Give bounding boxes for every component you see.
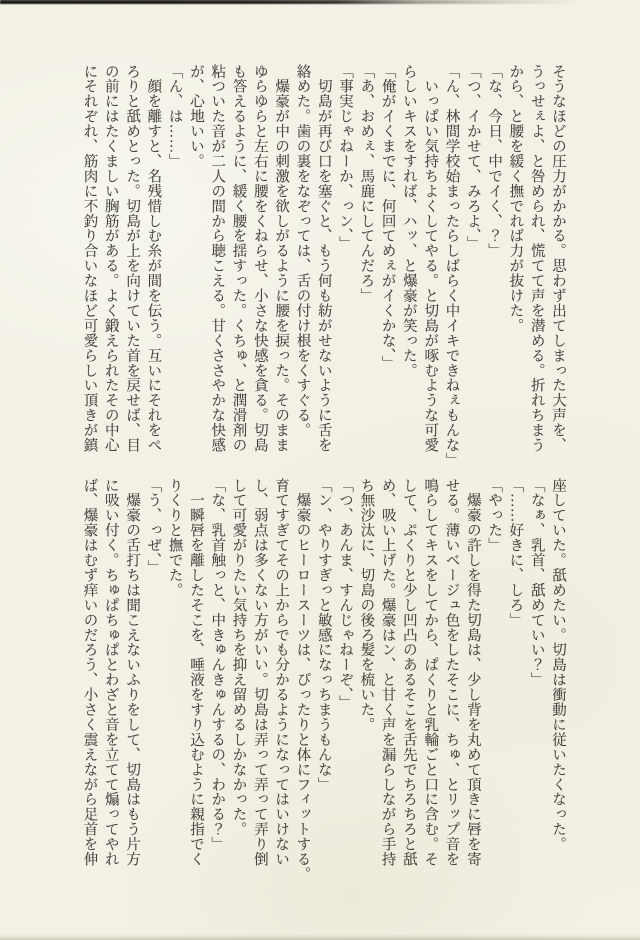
text-column: 「う、っぜ、」 [145,478,162,576]
text-column: も答えるように、緩く腰を揺すった。くちゅ、と潤滑剤の [230,64,247,453]
text-column: ゆらゆらと左右に腰をくねらせ、小さな快感を貪る。切島 [251,64,268,453]
text-column: 一瞬唇を離したそこを、唾液をすり込むように親指でく [187,478,204,867]
text-column: 「なぁ、乳首、舐めていい？」 [528,478,545,688]
text-column: 育てすぎてその上からでも分かるようになってはいけない [273,478,290,867]
text-column: 「つ、あんま、すんじゃねーぞ、」 [337,478,354,710]
text-column: 「ン、やりすぎっと敏感になっちまうもんな」 [315,478,332,792]
text-column: りくりと撫でた。 [166,478,183,598]
text-column: 座していた。舐めたい。切島は衝動に従いたくなった。 [550,478,566,852]
text-column: から、と腰を緩く撫でれば力が抜けた。 [507,64,524,334]
text-column: して可愛がりたい気持ちを抑え留めるしかなかった。 [230,478,247,837]
text-column: 鳴らしてキスをしてから、ぱくりと乳輪ごと口に含む。そ [422,478,439,867]
text-column: ば、爆豪はむず痒いのだろう、小さく震えながら足首を伸 [81,478,98,867]
text-column: が、心地いい。 [187,64,204,169]
text-column: 粘ついた音が二人の間から聴こえる。甘くささやかな快感 [209,64,226,453]
lower-text-block [78,478,568,882]
text-column: 「つ、イかせて、みろよ、」 [464,64,481,252]
text-column: そうなほどの圧力がかかる。思わず出てしまった大声を、 [550,64,566,453]
text-column: 「な、乳首触っと、中きゅんきゅんするの、わかる？」 [209,478,226,852]
text-column: 爆豪が中の刺激を欲しがるように腰を捩った。そのまま [273,64,290,453]
text-column: 爆豪の舌打ちは聞こえないふりをして、切島はもう片方 [124,478,141,867]
scan-edge-top [0,0,580,4]
text-column: 「な、今日、中でイく、？」 [486,64,503,259]
scan-edge-bottom [0,934,640,940]
text-column: いっぱい気持ちよくしてやる。と切島が啄むような可愛 [422,64,439,453]
text-column: 「事実じゃねーか、っン、」 [337,64,354,252]
text-column: 爆豪のヒーロースーツは、ぴったりと体にフィットする。 [294,478,311,882]
text-column: 「やった」 [486,478,503,553]
text-column: らしいキスをすれば、ハッ、と爆豪が笑った。 [400,64,417,378]
text-column: 顔を離すと、名残惜しむ糸が間を伝う。互いにそれをぺ [145,64,162,453]
text-column: ろりと舐めとった。切島が上を向けていた首を戻せば、目 [124,64,141,453]
text-column: の前にはたくましい胸筋がある。よく鍛えられたその中心 [102,64,119,453]
text-column: め、吸い上げた。爆豪はン、と甘く声を漏らしながら手持 [379,478,396,867]
text-column: 爆豪の許しを得た切島は、少し背を丸めて頂きに唇を寄 [464,478,481,867]
text-column: して、ぷくりと少し凹凸のあるそこを舌先でちろちろと舐 [400,478,417,867]
text-column: 「ん、は……」 [166,64,183,169]
text-column: 絡めた。歯の裏をなぞっては、舌の付け根をくすぐる。 [294,64,311,438]
text-column: 「あ、おめぇ、馬鹿にしてんだろ」 [358,64,375,304]
text-column: 「俺がイくまでに、何回てめぇがイくかな、」 [379,64,396,371]
text-column: 「ん、林間学校始まったらしばらく中イキできねぇもんな」 [443,64,460,468]
text-column: せる。薄いベージュ色をしたそこに、ちゅ、とリップ音を [443,478,460,867]
text-column: うっせぇよ、と咎められ、慌てて声を潜める。折れちまう [528,64,545,453]
text-column: し、弱点は多くない方がいい。切島は弄って弄って弄り倒 [251,478,268,867]
text-column: 切島が再び口を塞ぐと、もう何も紡がせないように舌を [315,64,332,453]
text-column: ち無沙汰に、切島の後ろ髪を梳いた。 [358,478,375,733]
text-column: 「……好きに、しろ」 [507,478,524,628]
text-column: にそれぞれ、筋肉に不釣り合いなほど可愛らしい頂きが鎮 [81,64,98,453]
upper-text-block [78,64,568,468]
text-column: に吸い付く。ちゅぱちゅぱとわざと音を立てて煽ってやれ [102,478,119,867]
